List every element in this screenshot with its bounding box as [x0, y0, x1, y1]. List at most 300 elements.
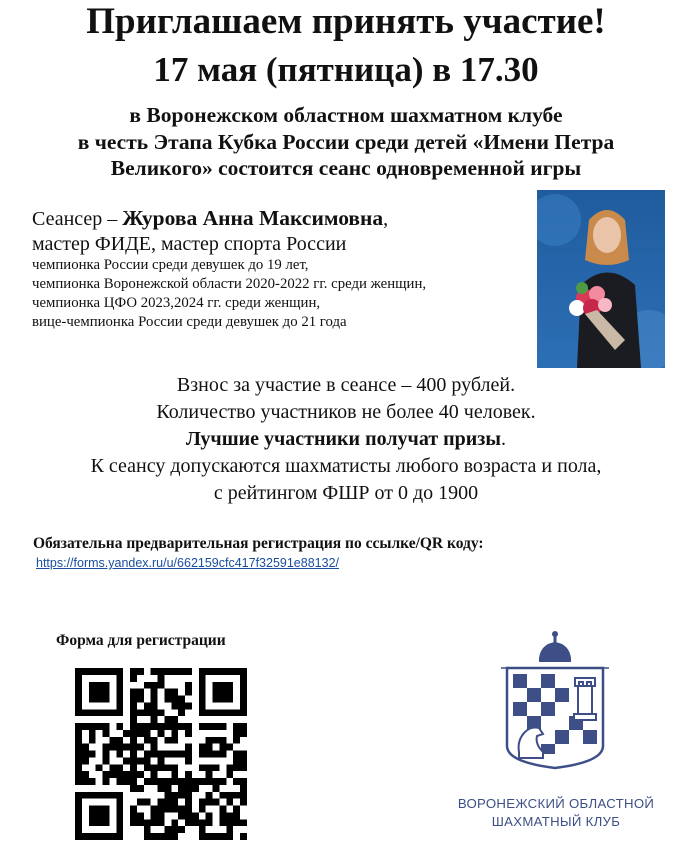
- qr-module: [199, 764, 206, 771]
- qr-module: [151, 751, 158, 758]
- qr-module: [116, 764, 123, 771]
- qr-module: [75, 764, 82, 771]
- qr-module: [96, 806, 103, 813]
- qr-module: [226, 819, 233, 826]
- qr-module: [164, 833, 171, 840]
- qr-module: [233, 730, 240, 737]
- player-name: Журова Анна Максимовна: [122, 206, 384, 230]
- qr-module: [158, 675, 165, 682]
- qr-module: [164, 785, 171, 792]
- qr-module: [213, 696, 220, 703]
- qr-module: [144, 709, 151, 716]
- qr-module: [240, 730, 247, 737]
- qr-module: [171, 799, 178, 806]
- qr-module: [206, 812, 213, 819]
- qr-module: [116, 702, 123, 709]
- qr-module: [116, 689, 123, 696]
- qr-module: [82, 668, 89, 675]
- qr-module: [164, 778, 171, 785]
- qr-module: [164, 764, 171, 771]
- qr-module: [116, 812, 123, 819]
- qr-module: [130, 737, 137, 744]
- qr-module: [219, 812, 226, 819]
- achievement-item: чемпионка Воронежской области 2020-2022 гг. среди женщин,: [32, 276, 427, 292]
- qr-module: [75, 812, 82, 819]
- qr-module: [96, 764, 103, 771]
- qr-module: [103, 771, 110, 778]
- qr-module: [151, 702, 158, 709]
- qr-module: [151, 812, 158, 819]
- qr-module: [226, 826, 233, 833]
- qr-module: [240, 751, 247, 758]
- qr-module: [171, 771, 178, 778]
- qr-module: [75, 723, 82, 730]
- qr-module: [185, 799, 192, 806]
- qr-module: [185, 723, 192, 730]
- qr-module: [199, 806, 206, 813]
- qr-module: [89, 833, 96, 840]
- qr-module: [185, 806, 192, 813]
- intro-line-3: Великого» состоится сеанс одновременной игры: [110, 156, 582, 180]
- qr-module: [82, 771, 89, 778]
- qr-module: [116, 792, 123, 799]
- qr-module: [75, 771, 82, 778]
- qr-module: [178, 792, 185, 799]
- qr-module: [158, 833, 165, 840]
- qr-module: [158, 819, 165, 826]
- qr-module: [219, 806, 226, 813]
- qr-module: [96, 723, 103, 730]
- qr-module: [213, 799, 220, 806]
- qr-module: [151, 709, 158, 716]
- qr-module: [240, 723, 247, 730]
- qr-module: [171, 751, 178, 758]
- qr-module: [116, 709, 123, 716]
- qr-module: [96, 819, 103, 826]
- qr-module: [82, 792, 89, 799]
- qr-module: [185, 682, 192, 689]
- qr-module: [116, 778, 123, 785]
- qr-module: [164, 737, 171, 744]
- qr-module: [103, 723, 110, 730]
- qr-module: [75, 675, 82, 682]
- qr-module: [75, 751, 82, 758]
- qr-module: [75, 737, 82, 744]
- qr-module: [240, 819, 247, 826]
- qr-module: [75, 709, 82, 716]
- qr-module: [192, 778, 199, 785]
- qr-module: [116, 737, 123, 744]
- qr-module: [199, 751, 206, 758]
- qr-module: [89, 696, 96, 703]
- qr-module: [130, 716, 137, 723]
- qr-module: [178, 723, 185, 730]
- qr-module: [75, 806, 82, 813]
- qr-module: [116, 723, 123, 730]
- qr-module: [130, 785, 137, 792]
- qr-module: [158, 730, 165, 737]
- qr-module: [130, 778, 137, 785]
- qr-module: [199, 723, 206, 730]
- qr-module: [240, 689, 247, 696]
- qr-module: [206, 833, 213, 840]
- qr-module: [240, 675, 247, 682]
- qr-module: [151, 716, 158, 723]
- qr-module: [89, 751, 96, 758]
- qr-module: [185, 778, 192, 785]
- qr-module: [123, 771, 130, 778]
- qr-module: [158, 757, 165, 764]
- qr-module: [158, 806, 165, 813]
- qr-module: [96, 689, 103, 696]
- qr-code[interactable]: [75, 666, 247, 842]
- qr-module: [233, 737, 240, 744]
- qr-module: [185, 744, 192, 751]
- qr-module: [75, 696, 82, 703]
- qr-module: [109, 833, 116, 840]
- qr-module: [151, 778, 158, 785]
- qr-module: [103, 751, 110, 758]
- qr-module: [213, 723, 220, 730]
- qr-module: [75, 757, 82, 764]
- qr-module: [213, 764, 220, 771]
- qr-module: [233, 819, 240, 826]
- qr-module: [171, 792, 178, 799]
- qr-module: [103, 744, 110, 751]
- qr-module: [178, 709, 185, 716]
- qr-module: [158, 751, 165, 758]
- qr-module: [116, 696, 123, 703]
- qr-module: [213, 668, 220, 675]
- qr-module: [158, 709, 165, 716]
- qr-module: [103, 833, 110, 840]
- qr-module: [151, 696, 158, 703]
- qr-module: [82, 709, 89, 716]
- qr-module: [185, 702, 192, 709]
- qr-module: [123, 744, 130, 751]
- qr-module: [171, 696, 178, 703]
- qr-module: [116, 668, 123, 675]
- qr-module: [199, 826, 206, 833]
- qr-module: [137, 785, 144, 792]
- qr-module: [109, 744, 116, 751]
- qr-module: [233, 806, 240, 813]
- qr-module: [103, 806, 110, 813]
- qr-module: [151, 806, 158, 813]
- qr-module: [96, 682, 103, 689]
- qr-module: [151, 771, 158, 778]
- qr-module: [116, 826, 123, 833]
- qr-module: [89, 689, 96, 696]
- qr-module: [233, 778, 240, 785]
- qr-module: [75, 682, 82, 689]
- qr-module: [240, 696, 247, 703]
- qr-module: [199, 744, 206, 751]
- qr-module: [171, 723, 178, 730]
- qr-module: [137, 696, 144, 703]
- qr-module: [89, 806, 96, 813]
- qr-module: [219, 833, 226, 840]
- qr-module: [137, 668, 144, 675]
- qr-module: [178, 785, 185, 792]
- prizes-text: Лучшие участники получат призы.: [186, 428, 506, 450]
- qr-module: [164, 689, 171, 696]
- qr-module: [103, 757, 110, 764]
- qr-module: [103, 682, 110, 689]
- qr-module: [233, 751, 240, 758]
- qr-module: [233, 709, 240, 716]
- qr-module: [89, 792, 96, 799]
- qr-module: [164, 799, 171, 806]
- qr-module: [226, 833, 233, 840]
- qr-label: Форма для регистрации: [56, 632, 226, 649]
- qr-module: [130, 696, 137, 703]
- qr-module: [199, 833, 206, 840]
- qr-module: [137, 757, 144, 764]
- qr-module: [96, 696, 103, 703]
- qr-module: [164, 792, 171, 799]
- qr-module: [164, 696, 171, 703]
- qr-module: [219, 682, 226, 689]
- qr-module: [171, 806, 178, 813]
- qr-module: [75, 730, 82, 737]
- qr-module: [144, 819, 151, 826]
- qr-module: [75, 799, 82, 806]
- qr-module: [158, 764, 165, 771]
- qr-module: [109, 792, 116, 799]
- qr-module: [226, 812, 233, 819]
- qr-module: [158, 778, 165, 785]
- qr-module: [130, 744, 137, 751]
- qr-module: [82, 751, 89, 758]
- qr-module: [233, 723, 240, 730]
- qr-module: [171, 764, 178, 771]
- qr-module: [96, 668, 103, 675]
- qr-module: [82, 778, 89, 785]
- qr-module: [164, 716, 171, 723]
- qr-module: [130, 757, 137, 764]
- qr-module: [240, 764, 247, 771]
- qr-module: [240, 792, 247, 799]
- qr-module: [185, 730, 192, 737]
- qr-module: [185, 812, 192, 819]
- registration-link[interactable]: https://forms.yandex.ru/u/662159cfc417f32591e88132/: [36, 556, 339, 570]
- qr-module: [116, 819, 123, 826]
- qr-module: [226, 682, 233, 689]
- player-photo: [537, 190, 665, 368]
- qr-module: [206, 799, 213, 806]
- qr-module: [144, 799, 151, 806]
- qr-module: [199, 675, 206, 682]
- qr-module: [164, 668, 171, 675]
- qr-module: [206, 751, 213, 758]
- qr-module: [192, 819, 199, 826]
- qr-module: [219, 744, 226, 751]
- qr-module: [171, 778, 178, 785]
- qr-module: [103, 819, 110, 826]
- player-titles: мастер ФИДЕ, мастер спорта России: [32, 233, 347, 255]
- qr-module: [151, 689, 158, 696]
- qr-module: [144, 737, 151, 744]
- qr-module: [213, 785, 220, 792]
- qr-module: [89, 682, 96, 689]
- qr-module: [206, 764, 213, 771]
- qr-module: [171, 819, 178, 826]
- club-logo: [495, 628, 615, 784]
- qr-module: [137, 771, 144, 778]
- qr-module: [185, 819, 192, 826]
- qr-module: [192, 812, 199, 819]
- qr-module: [219, 709, 226, 716]
- qr-module: [103, 812, 110, 819]
- qr-module: [158, 723, 165, 730]
- qr-module: [206, 709, 213, 716]
- qr-module: [226, 792, 233, 799]
- qr-module: [109, 737, 116, 744]
- qr-module: [130, 702, 137, 709]
- qr-module: [96, 833, 103, 840]
- qr-module: [151, 764, 158, 771]
- intro-line-1: в Воронежском областном шахматном клубе: [129, 103, 563, 127]
- qr-module: [158, 799, 165, 806]
- qr-module: [82, 744, 89, 751]
- qr-module: [164, 751, 171, 758]
- qr-module: [178, 778, 185, 785]
- event-date: 17 мая (пятница) в 17.30: [153, 50, 539, 89]
- qr-module: [219, 751, 226, 758]
- qr-module: [103, 778, 110, 785]
- qr-module: [240, 778, 247, 785]
- qr-module: [96, 792, 103, 799]
- achievement-item: чемпионка ЦФО 2023,2024 гг. среди женщин,: [32, 295, 321, 311]
- qr-module: [171, 668, 178, 675]
- qr-module: [206, 792, 213, 799]
- qr-module: [151, 744, 158, 751]
- qr-module: [199, 778, 206, 785]
- qr-module: [103, 730, 110, 737]
- qr-module: [82, 723, 89, 730]
- qr-module: [137, 819, 144, 826]
- qr-module: [171, 716, 178, 723]
- qr-module: [89, 730, 96, 737]
- qr-module: [123, 730, 130, 737]
- qr-module: [171, 737, 178, 744]
- qr-module: [137, 689, 144, 696]
- qr-module: [185, 668, 192, 675]
- qr-module: [178, 826, 185, 833]
- qr-module: [75, 668, 82, 675]
- fee-text: Взнос за участие в сеансе – 400 рублей.: [176, 374, 516, 396]
- qr-module: [226, 709, 233, 716]
- qr-module: [219, 737, 226, 744]
- qr-module: [178, 806, 185, 813]
- qr-module: [75, 819, 82, 826]
- qr-module: [199, 702, 206, 709]
- qr-module: [199, 709, 206, 716]
- qr-module: [130, 730, 137, 737]
- qr-module: [82, 757, 89, 764]
- qr-module: [123, 757, 130, 764]
- qr-module: [144, 757, 151, 764]
- qr-module: [171, 833, 178, 840]
- qr-module: [178, 696, 185, 703]
- qr-module: [130, 668, 137, 675]
- qr-module: [103, 689, 110, 696]
- qr-module: [219, 792, 226, 799]
- qr-module: [240, 785, 247, 792]
- qr-module: [199, 668, 206, 675]
- qr-module: [178, 668, 185, 675]
- limit-text: Количество участников не более 40 человек.: [156, 401, 536, 423]
- qr-module: [240, 709, 247, 716]
- qr-module: [109, 709, 116, 716]
- qr-module: [75, 702, 82, 709]
- qr-module: [206, 668, 213, 675]
- qr-module: [109, 764, 116, 771]
- qr-module: [233, 792, 240, 799]
- qr-module: [219, 689, 226, 696]
- qr-module: [185, 771, 192, 778]
- player-role: Сеансер –: [32, 208, 123, 230]
- qr-module: [192, 785, 199, 792]
- qr-module: [233, 757, 240, 764]
- qr-module: [151, 668, 158, 675]
- qr-module: [171, 702, 178, 709]
- qr-module: [144, 778, 151, 785]
- qr-module: [185, 792, 192, 799]
- qr-module: [240, 702, 247, 709]
- qr-module: [199, 689, 206, 696]
- qr-module: [130, 751, 137, 758]
- qr-module: [144, 682, 151, 689]
- qr-module: [213, 737, 220, 744]
- qr-module: [144, 764, 151, 771]
- qr-module: [89, 812, 96, 819]
- club-name-line-1: ВОРОНЕЖСКИЙ ОБЛАСТНОЙ: [457, 796, 655, 811]
- qr-module: [219, 696, 226, 703]
- qr-module: [185, 785, 192, 792]
- qr-module: [226, 668, 233, 675]
- qr-module: [144, 833, 151, 840]
- qr-module: [116, 806, 123, 813]
- qr-module: [213, 709, 220, 716]
- qr-module: [130, 709, 137, 716]
- qr-module: [75, 792, 82, 799]
- qr-module: [226, 764, 233, 771]
- qr-module: [226, 696, 233, 703]
- qr-module: [75, 778, 82, 785]
- qr-module: [206, 723, 213, 730]
- qr-module: [75, 833, 82, 840]
- qr-module: [144, 723, 151, 730]
- qr-module: [199, 799, 206, 806]
- qr-module: [178, 751, 185, 758]
- qr-module: [158, 682, 165, 689]
- qr-module: [219, 723, 226, 730]
- qr-module: [137, 812, 144, 819]
- qr-module: [233, 812, 240, 819]
- qr-module: [116, 751, 123, 758]
- qr-module: [130, 806, 137, 813]
- qr-module: [151, 737, 158, 744]
- qr-module: [137, 799, 144, 806]
- qr-module: [109, 771, 116, 778]
- qr-module: [240, 682, 247, 689]
- qr-module: [130, 689, 137, 696]
- qr-module: [206, 737, 213, 744]
- qr-module: [178, 702, 185, 709]
- qr-module: [213, 778, 220, 785]
